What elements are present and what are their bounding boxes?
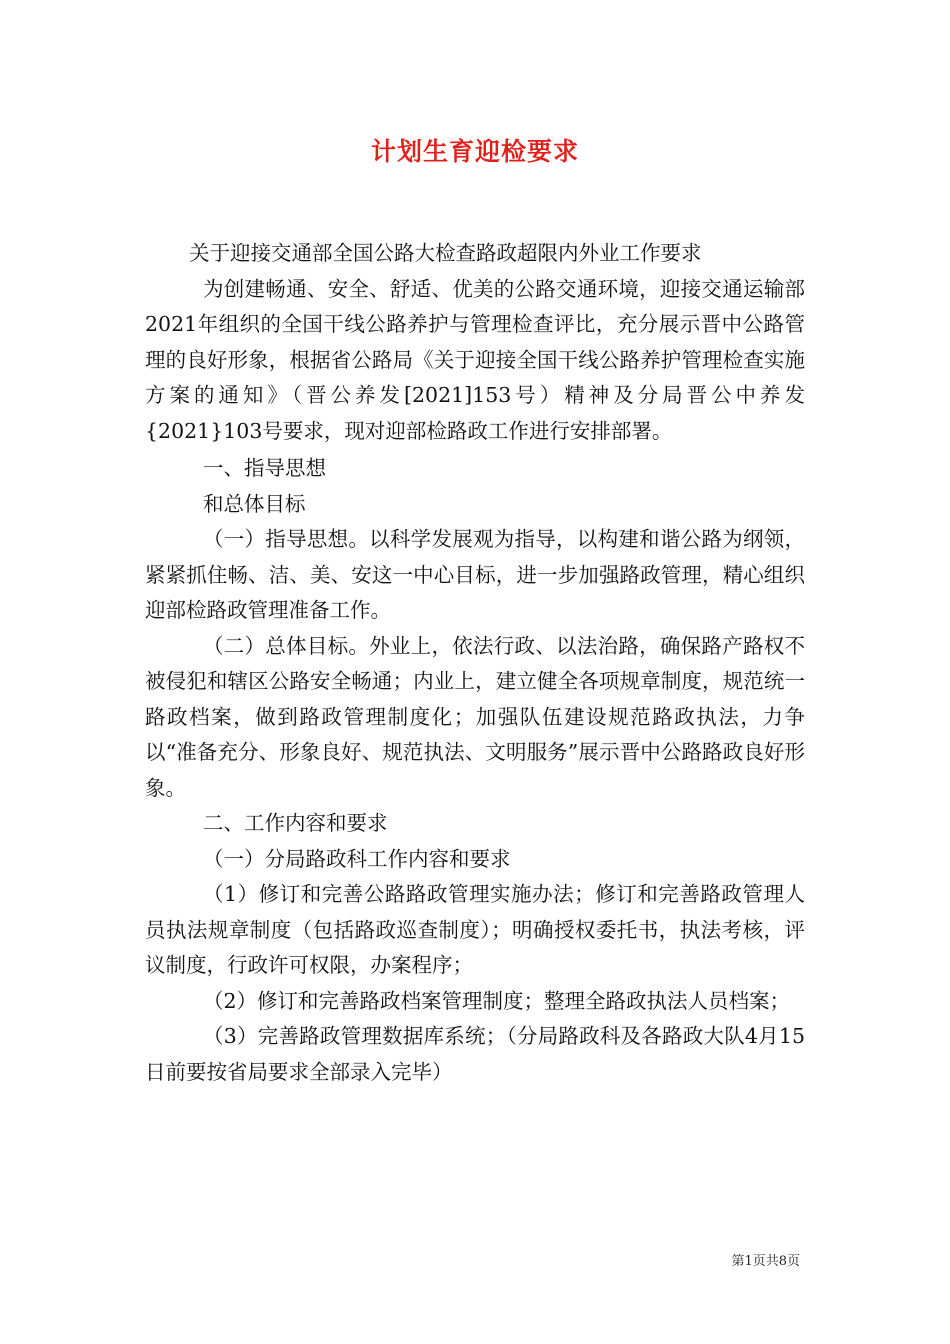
- document-body: [145, 236, 805, 1090]
- section2-subheading: （一）分局路政科工作内容和要求: [203, 846, 511, 871]
- section1-heading-continued: 和总体目标: [203, 491, 306, 516]
- section2-heading: 二、工作内容和要求: [203, 811, 388, 835]
- section2-item1: （1）修订和完善公路路政管理实施办法；修订和完善路政管理人员执法规章制度（包括路政巡查制度）；明确授权委托书，执法考核，评议制度，行政许可权限，办案程序；: [145, 882, 805, 977]
- section1-item2: （二）总体目标。外业上，依法行政、以法治路，确保路产路权不被侵犯和辖区公路安全畅通；内业上，建立健全各项规章制度，规范统一路政档案，做到路政管理制度化；加强队伍建设规范路政执法，力争以“准备充分、形象良好、规范执法、文明服务”展示晋中公路路政良好形象。: [145, 633, 805, 800]
- document-subtitle: 关于迎接交通部全国公路大检查路政超限内外业工作要求: [189, 241, 702, 265]
- section2-item3: （3）完善路政管理数据库系统；（分局路政科及各路政大队4月15日前要按省局要求全部录入完毕）: [145, 1024, 805, 1084]
- document-title: 计划生育迎检要求: [370, 137, 579, 166]
- page-number: 第1页共8页: [731, 1254, 800, 1269]
- intro-paragraph: 为创建畅通、安全、舒适、优美的公路交通环境，迎接交通运输部2021年组织的全国干线公路养护与管理检查评比，充分展示晋中公路管理的良好形象，根据省公路局《关于迎接全国干线公路养护管理检查实施方案的通知》（晋公养发[2021]153号）精神及分局晋公中养发{2021}103号要求，现对迎部检路政工作进行安排部署。: [145, 276, 805, 443]
- section2-item2: （2）修订和完善路政档案管理制度；整理全路政执法人员档案；: [203, 988, 791, 1013]
- section1-heading: 一、指导思想: [203, 456, 326, 480]
- section1-item1: （一）指导思想。以科学发展观为指导，以构建和谐公路为纲领，紧紧抓住畅、洁、美、安这一中心目标，进一步加强路政管理，精心组织迎部检路政管理准备工作。: [145, 527, 805, 622]
